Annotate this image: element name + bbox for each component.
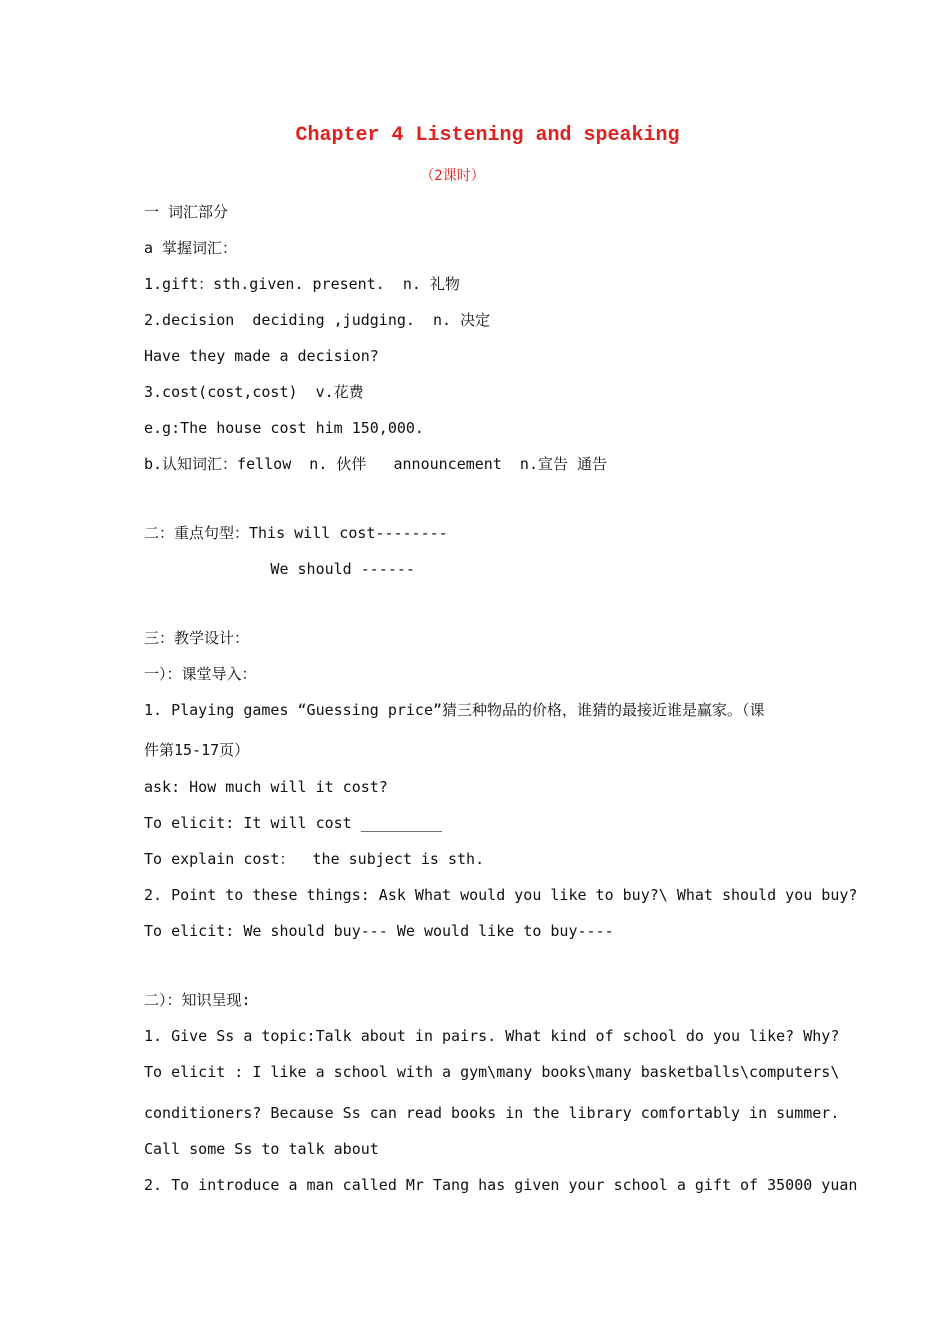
elicit-line-3-cont: conditioners? Because Ss can read books in the library comfortably in summer. [144,1104,840,1122]
vocab-item-gift: 1.gift：sth.given. present. n. 礼物 [144,275,460,293]
vocab-item-cost: 3.cost(cost,cost) v.花费 [144,383,364,401]
vocab-recognition: b.认知词汇：fellow n. 伙伴 announcement n.宣告 通告 [144,455,608,473]
lead-in-step-1: 1. Playing games “Guessing price”猜三种物品的价格，谁猜的最接近谁是赢家。（课 [144,701,765,719]
presentation-step-1: 1. Give Ss a topic:Talk about in pairs. What kind of school do you like? Why? [144,1027,840,1045]
ask-line: ask: How much will it cost? [144,778,388,796]
vocab-master-heading: a 掌握词汇： [144,239,238,257]
section-vocabulary-heading: 一 词汇部分 [144,203,229,221]
elicit-line-2: To elicit: We should buy--- We would like to buy---- [144,922,614,940]
lesson-count: （2课时） [420,168,485,184]
vocab-item-decision: 2.decision deciding ,judging. n. 决定 [144,311,491,329]
example-sentence-cost: e.g:The house cost him 150,000. [144,419,424,437]
elicit-line-3: To elicit : I like a school with a gym\many books\many basketballs\computers\ [144,1063,840,1081]
chapter-title: Chapter 4 Listening and speaking [295,124,680,147]
call-students-line: Call some Ss to talk about [144,1140,379,1158]
lead-in-heading: 一）：课堂导入： [144,665,257,683]
key-sentence-heading: 二：重点句型：This will cost-------- [144,524,448,542]
presentation-step-2: 2. To introduce a man called Mr Tang has given your school a gift of 35000 yuan [144,1176,858,1194]
lead-in-step-1-cont: 件第15-17页） [144,741,250,759]
elicit-line-1: To elicit: It will cost _________ [144,814,443,832]
explain-line: To explain cost： the subject is sth. [144,850,485,868]
example-sentence-decision: Have they made a decision? [144,347,379,365]
key-sentence-second: We should ------ [144,560,415,578]
presentation-heading: 二）：知识呈现: [144,991,251,1009]
lead-in-step-2: 2. Point to these things: Ask What would you like to buy?\ What should you buy? [144,886,858,904]
teaching-design-heading: 三：教学设计： [144,629,250,647]
